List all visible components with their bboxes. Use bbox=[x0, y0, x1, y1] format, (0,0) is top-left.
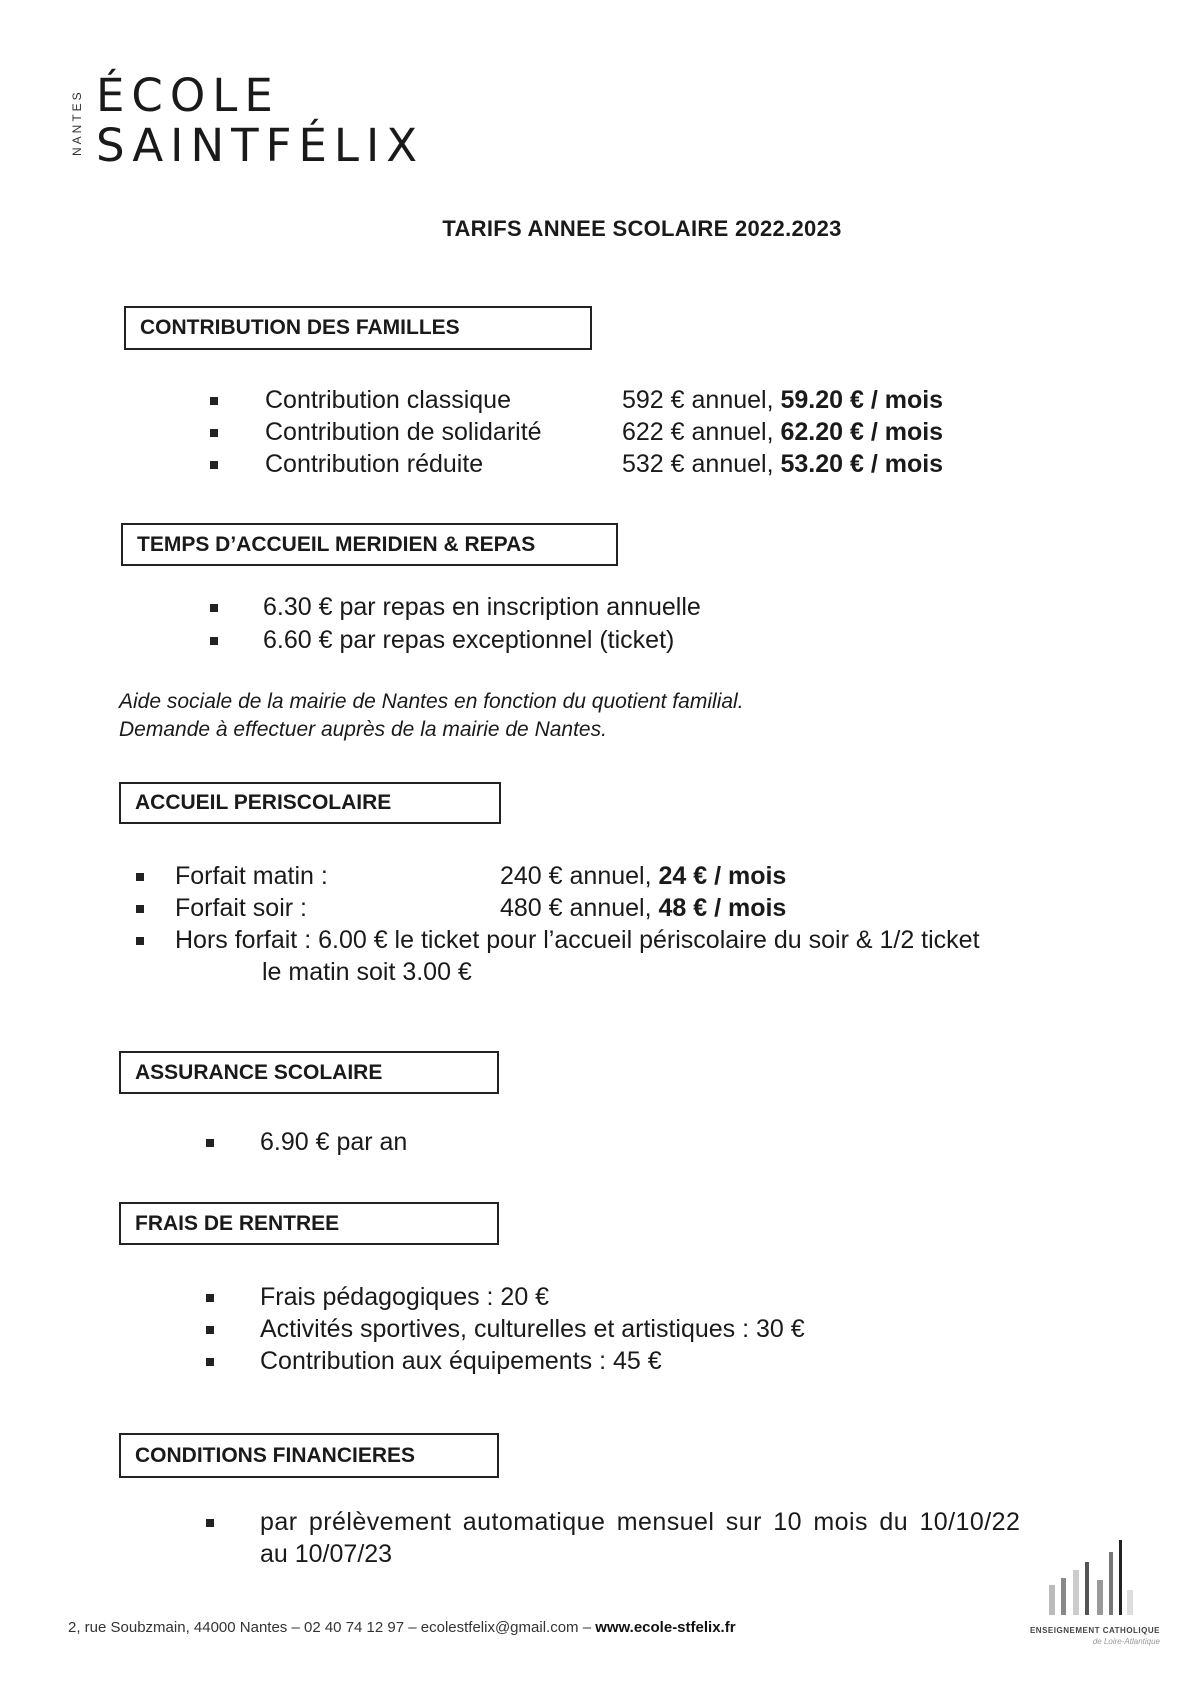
bullet bbox=[210, 461, 218, 469]
bullet bbox=[136, 873, 144, 881]
enseignement-catholique-sublabel: de Loire-Atlantique bbox=[1092, 1637, 1160, 1646]
familles-item-label: Contribution de solidarité bbox=[265, 418, 542, 446]
bullet bbox=[136, 905, 144, 913]
bullet bbox=[136, 937, 144, 945]
familles-item-label: Contribution réduite bbox=[265, 450, 484, 478]
repas-item: 6.60 € par repas exceptionnel (ticket) bbox=[263, 626, 675, 654]
periscolaire-item-price: 480 € annuel, 48 € / mois bbox=[500, 894, 787, 922]
conditions-line-cont: au 10/07/23 bbox=[260, 1540, 393, 1568]
familles-item-label: Contribution classique bbox=[265, 386, 511, 414]
bullet bbox=[206, 1519, 214, 1527]
bullet bbox=[206, 1139, 214, 1147]
section-heading-conditions: CONDITIONS FINANCIERES bbox=[119, 1433, 499, 1478]
familles-item-price: 592 € annuel, 59.20 € / mois bbox=[622, 386, 944, 414]
periscolaire-hors-forfait-cont: le matin soit 3.00 € bbox=[262, 958, 472, 986]
bullet bbox=[210, 637, 218, 645]
familles-item-price: 532 € annuel, 53.20 € / mois bbox=[622, 450, 944, 478]
repas-item: 6.30 € par repas en inscription annuelle bbox=[263, 593, 701, 621]
periscolaire-item-price: 240 € annuel, 24 € / mois bbox=[500, 862, 787, 890]
section-heading-repas: TEMPS D’ACCUEIL MERIDIEN & REPAS bbox=[121, 523, 618, 566]
rentree-item: Contribution aux équipements : 45 € bbox=[260, 1347, 662, 1375]
repas-note-line: Aide sociale de la mairie de Nantes en fonction du quotient familial. bbox=[119, 690, 744, 713]
bullet bbox=[210, 397, 218, 405]
bullet bbox=[210, 604, 218, 612]
bullet bbox=[210, 429, 218, 437]
section-heading-periscolaire: ACCUEIL PERISCOLAIRE bbox=[119, 782, 501, 824]
conditions-line: par prélèvement automatique mensuel sur 10 mois du 10/10/22 bbox=[260, 1508, 1021, 1536]
bullet bbox=[206, 1294, 214, 1302]
logo-nantes-text: NANTES bbox=[70, 89, 84, 157]
bullet bbox=[206, 1326, 214, 1334]
periscolaire-hors-forfait: Hors forfait : 6.00 € le ticket pour l’accueil périscolaire du soir & 1/2 ticket bbox=[175, 926, 980, 954]
section-heading-familles: CONTRIBUTION DES FAMILLES bbox=[124, 306, 592, 350]
section-heading-assurance: ASSURANCE SCOLAIRE bbox=[119, 1051, 499, 1094]
repas-note-line: Demande à effectuer auprès de la mairie de Nantes. bbox=[119, 718, 607, 741]
logo-line-saintfelix: SAINTFÉLIX bbox=[96, 119, 425, 172]
assurance-item: 6.90 € par an bbox=[260, 1128, 408, 1156]
footer-website-link[interactable]: www.ecole-stfelix.fr bbox=[595, 1619, 736, 1636]
rentree-item: Frais pédagogiques : 20 € bbox=[260, 1283, 550, 1311]
enseignement-catholique-label: ENSEIGNEMENT CATHOLIQUE bbox=[1029, 1626, 1160, 1635]
rentree-item: Activités sportives, culturelles et artistiques : 30 € bbox=[260, 1315, 805, 1343]
logo-line-ecole: ÉCOLE bbox=[96, 69, 280, 122]
enseignement-catholique-logo-icon bbox=[1043, 1540, 1143, 1620]
section-heading-rentree: FRAIS DE RENTREE bbox=[119, 1202, 499, 1245]
periscolaire-item-label: Forfait matin : bbox=[175, 862, 328, 890]
footer-contact: 2, rue Soubzmain, 44000 Nantes – 02 40 74 12 97 – ecolestfelix@gmail.com – www.ecole-stfelix.fr bbox=[68, 1619, 736, 1636]
bullet bbox=[206, 1358, 214, 1366]
familles-item-price: 622 € annuel, 62.20 € / mois bbox=[622, 418, 944, 446]
periscolaire-item-label: Forfait soir : bbox=[175, 894, 307, 922]
page-title: TARIFS ANNEE SCOLAIRE 2022.2023 bbox=[442, 216, 842, 241]
